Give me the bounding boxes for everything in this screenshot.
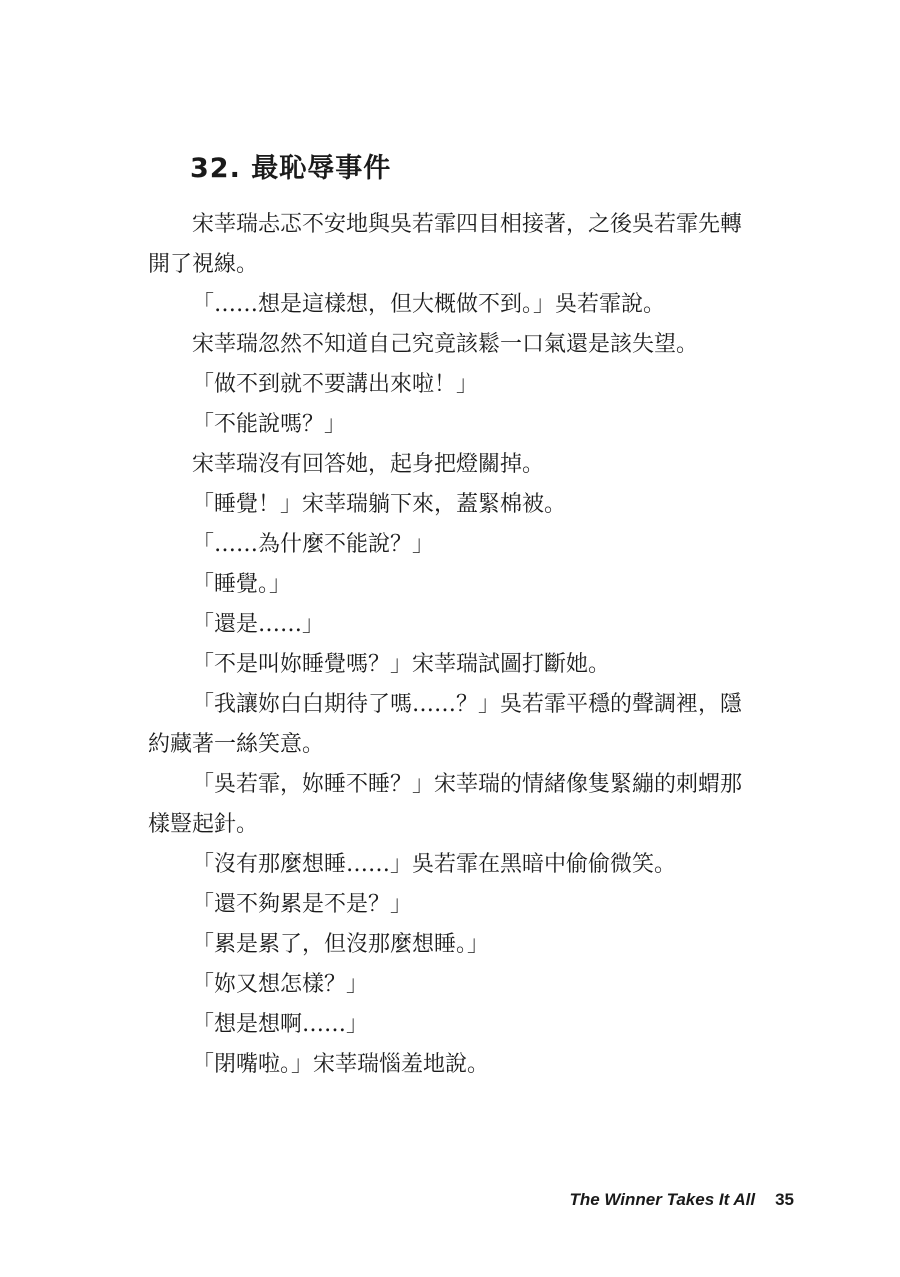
paragraph: 「累是累了，但沒那麼想睡。」: [192, 932, 490, 957]
paragraph: 「做不到就不要講出來啦！」: [192, 372, 479, 397]
paragraph: 宋莘瑞沒有回答她，起身把燈關掉。: [192, 452, 545, 477]
paragraph: 「……想是這樣想，但大概做不到。」吳若霏說。: [192, 292, 666, 317]
paragraph: 「睡覺。」: [192, 572, 292, 597]
paragraph: 「還不夠累是不是？」: [192, 892, 413, 917]
paragraph: 「想是想啊……」: [192, 1012, 369, 1037]
paragraph: 「不是叫妳睡覺嗎？」宋莘瑞試圖打斷她。: [192, 652, 611, 677]
chapter-title: 32. 最恥辱事件: [190, 153, 392, 185]
paragraph: 「吳若霏，妳睡不睡？」宋莘瑞的情緒像隻緊繃的刺蝟那樣豎起針。: [148, 772, 743, 837]
running-footer: [569, 1190, 794, 1210]
paragraph: 「不能說嗎？」: [192, 412, 347, 437]
paragraph: 宋莘瑞忽然不知道自己究竟該鬆一口氣還是該失望。: [192, 332, 699, 357]
footer-book-title: The Winner Takes It All: [569, 1190, 756, 1209]
paragraph: 宋莘瑞忐忑不安地與吳若霏四目相接著，之後吳若霏先轉開了視線。: [148, 212, 743, 277]
paragraph: 「還是……」: [192, 612, 325, 637]
body-text: [148, 205, 758, 1085]
paragraph: 「我讓妳白白期待了嗎……？」吳若霏平穩的聲調裡，隱約藏著一絲笑意。: [148, 692, 743, 757]
paragraph: 「沒有那麼想睡……」吳若霏在黑暗中偷偷微笑。: [192, 852, 677, 877]
paragraph: 「閉嘴啦。」宋莘瑞惱羞地說。: [192, 1052, 490, 1077]
paragraph: 「……為什麼不能說？」: [192, 532, 435, 557]
paragraph: 「睡覺！」宋莘瑞躺下來，蓋緊棉被。: [192, 492, 567, 517]
page-number: 35: [775, 1190, 794, 1209]
paragraph: 「妳又想怎樣？」: [192, 972, 369, 997]
